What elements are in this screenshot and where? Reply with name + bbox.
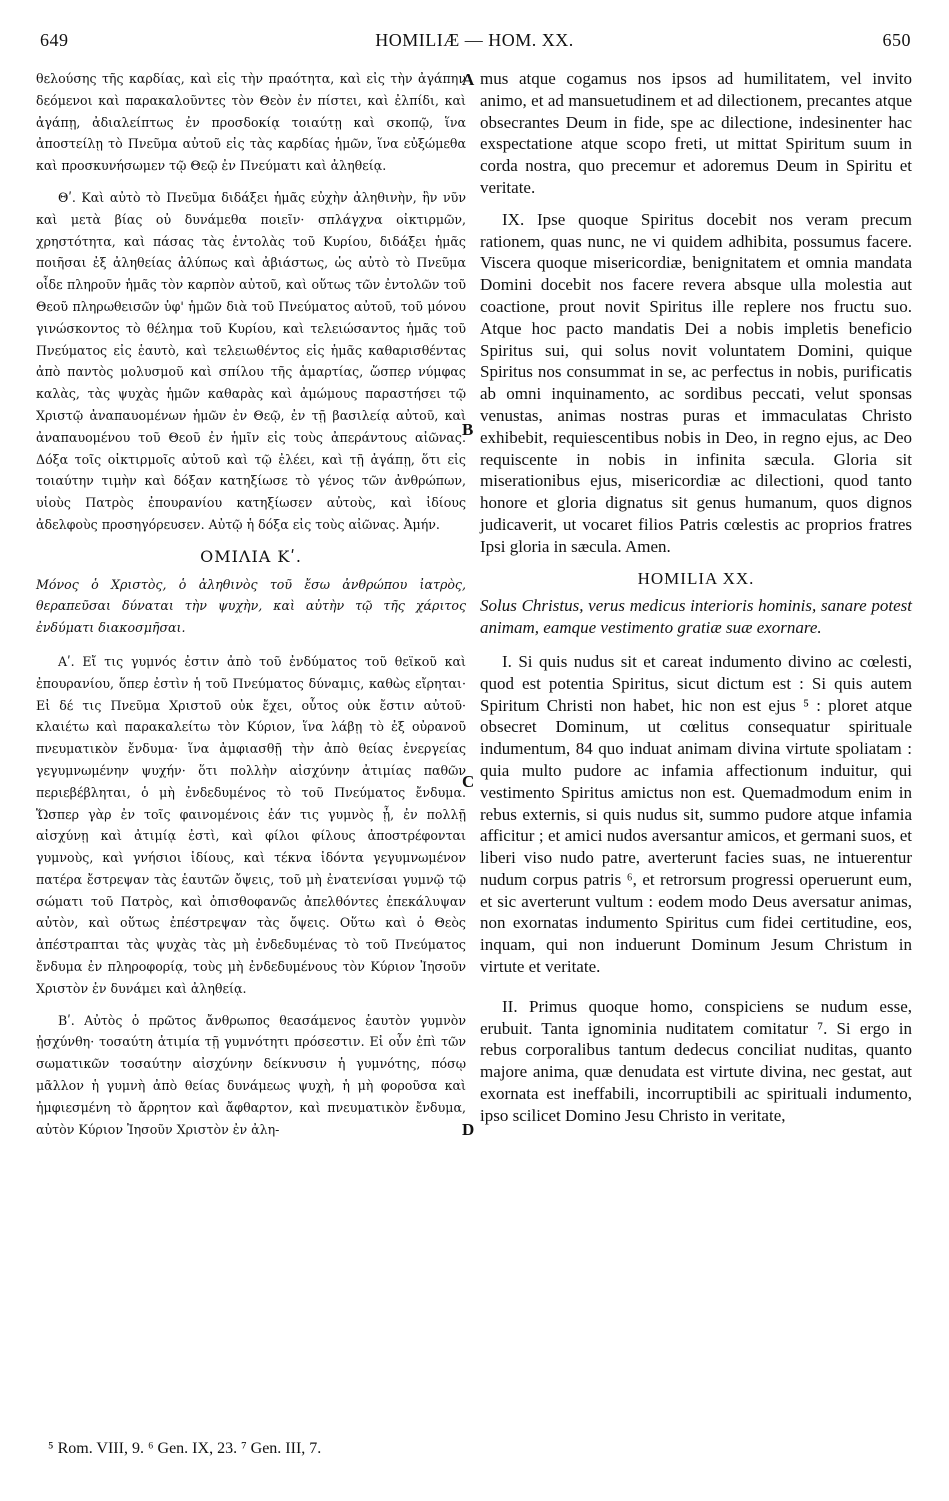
margin-letter-b: B — [462, 420, 474, 439]
latin-paragraph: mus atque cogamus nos ipsos ad humilitatem, vel invito animo, et ad mansuetudinem et ad dilectionem, precantes atque obsecrantes Deum in fide, spe ac dilectione, indesinenter hac exspectatione atque scopo freti, ut mittat Spiritum suum in corda nostra, quo precemur et adoremus Deum in Spiritu et veritate. — [480, 69, 912, 197]
latin-paragraph: IX. Ipse quoque Spiritus docebit nos veram precum rationem, quas nunc, ne vi quidem adhibita, possumus facere. Viscera quoque misericordiæ, benignitatem et omnia mandata Domini docebit nos facere revera absque ulla molestia aut coactione, prout novit Spiritus ille replere nos fructu suo. Atque hoc pacto mandatis Dei a nobis impletis beneficio Spiritus sui, qui solus novit voluntatem Domini, quique Spiritus nos consummat in se, ac perfectus in nobis, purificatis ab omni inquinamento, ac sordibus peccati, velut sponsas venustas, animas nostras puras et immaculatas Christo exhibebit, requiescentibus nobis in Deo, in regno ejus, ac Deo requiscente in nobis in infinita sæcula. Gloria sit miserationibus ejus, misericordiæ ac dilectioni, quod tanto honore et gloria dignatus sit genus humanum, quos dignos judicaverit, ut vocaret filios Patris cœlestis ac proprios fratres Ipsi gloria in sæcula. Amen. — [480, 209, 912, 556]
greek-paragraph: Βʹ. Αὐτὸς ὁ πρῶτος ἄνθρωπος θεασάμενος ἑαυτὸν γυμνὸν ᾐσχύνθη· τοσαύτη ἀτιμία τῇ γυμνότητι πρόσεστιν. Εἰ οὖν ἐπὶ τῶν σωματικῶν τοσαύτην αἰσχύνην δείκνυσιν ἡ γυμνότης, πόσῳ μᾶλλον ἡ γυμνὴ ἀπὸ θείας δυνάμεως ψυχὴ, ἡ μὴ φοροῦσα καὶ ἠμφιεσμένη τὸ ἄρρητον καὶ ἄφθαρτον, καὶ πνευματικὸν ἔνδυμα, αὐτὸν Κύριον Ἰησοῦν Χριστὸν ἐν ἀλη- — [36, 1012, 466, 1137]
latin-column — [480, 68, 912, 1127]
latin-paragraph: I. Si quis nudus sit et careat indumento divino ac cœlesti, quod est potentia Spiritus, sicut dictum est : Si quis autem Spiritum Christi non habet, hic non est ejus ⁵ : ploret atque obsecret Dominum, ut cœlitus consequatur spirituale indumentum, 84 quo induat animam divina virtute spoliatam : quia multo pudore ac infamia affectionum induitur, qui vestimento Spiritus amictus non est. Quemadmodum enim in rebus externis, si quis nudus sit, summo pudore atque infamia afficitur ; et amici nudos aversantur amicos, et germani suos, et liberi viso nudo patre, averterunt facies suas, ne intuerentur nudum corpus patris ⁶, et retrorsum progressi operuerunt eum, et sic averterunt vultum : eodem modo Deus aversatur animas, non exornatas indumento Spiritus cum fidei certitudine, eos, inquam, qui non induerunt Dominum Jesum Christum in virtute et veritate. — [480, 651, 912, 977]
greek-paragraph: θελούσης τῆς καρδίας, καὶ εἰς τὴν πραότητα, καὶ εἰς τὴν ἀγάπην δεόμενοι καὶ παρακαλοῦντες τὸν Θεὸν ἐν πίστει, καὶ ἐλπίδι, καὶ ἀγάπῃ, ἀδιαλείπτως ἐν προσδοκίᾳ τοιαύτῃ καὶ σκοπῷ, ἵνα ἀποστείλῃ τὸ Πνεῦμα αὐτοῦ εἰς τὰς καρδίας ἡμῶν, ἵνα εὐξώμεθα καὶ προσκυνήσωμεν τῷ Θεῷ ἐν Πνεύματι καὶ ἀληθείᾳ. — [36, 71, 466, 174]
greek-paragraph: Θʹ. Καὶ αὐτὸ τὸ Πνεῦμα διδάξει ἡμᾶς εὐχὴν ἀληθινὴν, ἣν νῦν καὶ μετὰ βίας οὐ δυνάμεθα ποιεῖν· σπλάγχνα οἰκτιρμῶν, χρηστότητα, καὶ πάσας τὰς ἐντολὰς τοῦ Κυρίου, διδάξει ἡμᾶς ποιῆσαι ἐξ ἀληθείας ἀλύπως καὶ ἀβιάστως, ὡς αὐτὸ τὸ Πνεῦμα οἶδε πληροῦν ἡμᾶς τὸν καρπὸν αὐτοῦ, καὶ οὕτως τῶν ἐντολῶν τοῦ Θεοῦ πληρωθεισῶν ὑφ' ἡμῶν διὰ τοῦ Πνεύματος αὐτοῦ, τοῦ μόνου γινώσκοντος τὸ θέλημα τοῦ Κυρίου, καὶ τελειώσαντος ἡμᾶς τοῦ Πνεύματος εἰς ἑαυτὸ, καὶ τελειωθέντος εἰς ἡμᾶς καθαρισθέντας ἀπὸ παντὸς μολυσμοῦ καὶ σπίλου τῆς ἁμαρτίας, ὥσπερ νύμφας καλὰς, τὰς ψυχὰς ἡμῶν καθαρὰς καὶ ἀμώμους παραστήσει τῷ Χριστῷ ἀναπαυομένων ἡμῶν ἐν Θεῷ, ἐν τῇ βασιλείᾳ αὐτοῦ, καὶ ἀναπαυομένου τοῦ Θεοῦ ἐν ἡμῖν εἰς τοὺς ἀπεράντους αἰῶνας. Δόξα τοῖς οἰκτιρμοῖς αὐτοῦ καὶ τῷ ἐλέει, καὶ τῇ ἀγάπῃ, ὅτι εἰς τοιαύτην τιμὴν καὶ δόξαν κατηξίωσε τὸ γένος τῶν ἀνθρώπων, υἱοὺς Πατρὸς ἐπουρανίου κατηξίωσεν αὐτοὺς, καὶ ἰδίους ἀδελφοὺς προσηγόρευσεν. Αὐτῷ ἡ δόξα εἰς τοὺς αἰῶνας. Ἀμήν. — [36, 189, 466, 532]
latin-homily-heading: HOMILIA XX. — [637, 568, 755, 588]
page-number-left: 649 — [40, 30, 69, 50]
margin-letter-d: D — [462, 1120, 475, 1139]
greek-homily-heading: ΟΜΙΛΙΑ Κʹ. — [200, 546, 302, 566]
footnotes: ⁵ Rom. VIII, 9. ⁶ Gen. IX, 23. ⁷ Gen. III, 7. — [48, 1440, 322, 1457]
latin-paragraph: II. Primus quoque homo, conspiciens se nudum esse, erubuit. Tanta ignominia nuditatem comitatur ⁷. Si ergo in rebus corporalibus tantum dedecus conciliat nuditas, quanto majore anima, quæ denudata est virtute divina, nec gestat, aut exornata est ineffabili, incorruptibili ac spirituali indumento, ipso scilicet Domino Jesu Christo in veritate, — [480, 996, 912, 1125]
margin-letter-a: A — [462, 70, 475, 89]
latin-homily-summary: Solus Christus, verus medicus interioris hominis, sanare potest animam, eamque vestimento gratiæ suæ exornare. — [480, 596, 912, 638]
page-number-right: 650 — [882, 30, 911, 50]
margin-letter-c: C — [462, 772, 475, 791]
greek-column — [36, 68, 466, 1140]
page-header — [0, 30, 949, 58]
running-title: HOMILIÆ — HOM. XX. — [375, 30, 574, 50]
greek-paragraph: Αʹ. Εἴ τις γυμνός ἐστιν ἀπὸ τοῦ ἐνδύματος τοῦ θεϊκοῦ καὶ ἐπουρανίου, ὅπερ ἐστὶν ἡ τοῦ Πνεύματος δύναμις, καθὼς εἴρηται· Εἰ δέ τις Πνεῦμα Χριστοῦ οὐκ ἔχει, οὗτος οὐκ ἔστιν αὐτοῦ· κλαιέτω καὶ παρακαλείτω τὸν Κύριον, ἵνα λάβῃ τὸ ἐξ οὐρανοῦ πνευματικὸν ἔνδυμα· ἵνα ἀμφιασθῇ τὴν ἀπὸ θείας ἐνεργείας γεγυμνωμένην ψυχήν· ὅτι πολλὴν αἰσχύνην ἀτιμίας παθῶν περιεβέβληται, ὁ μὴ ἐνδεδυμένος τὸ τοῦ Πνεύματος ἔνδυμα. Ὥσπερ γὰρ ἐν τοῖς φαινομένοις ἐάν τις γυμνὸς ᾖ, ἐν πολλῇ αἰσχύνῃ καὶ ἀτιμίᾳ ἐστὶ, καὶ φίλοι φίλους ἀποστρέφονται γυμνοὺς, καὶ γνήσιοι ἰδίους, καὶ τέκνα ἰδόντα γεγυμνωμένον πατέρα ἔστρεψαν τὰς ἑαυτῶν ὄψεις, τοῦ μὴ ἐνατενίσαι γυμνῷ τῷ σώματι τοῦ Πατρὸς, καὶ ὀπισθοφανῶς ἀπελθόντες ἐπεκάλυψαν αὐτὸν, καὶ οὕτως ἐπέστρεψαν τὰς ὄψεις. Οὕτω καὶ ὁ Θεὸς ἀπέστραπται τὰς ψυχὰς τὰς μὴ ἐνδεδυμένας τὸ τοῦ Πνεύματος ἔνδυμα ἐν πληροφορίᾳ, τοὺς μὴ ἐνδεδυμένους τὸν Κύριον Ἰησοῦν Χριστὸν ἐν δυνάμει καὶ ἀληθείᾳ. — [36, 653, 466, 996]
greek-homily-summary: Μόνος ὁ Χριστὸς, ὁ ἀληθινὸς τοῦ ἔσω ἀνθρώπου ἰατρὸς, θεραπεῦσαι δύναται τὴν ψυχὴν, καὶ αὐτὴν τῷ τῆς χάριτος ἐνδύματι διακοσμῆσαι. — [36, 576, 466, 636]
